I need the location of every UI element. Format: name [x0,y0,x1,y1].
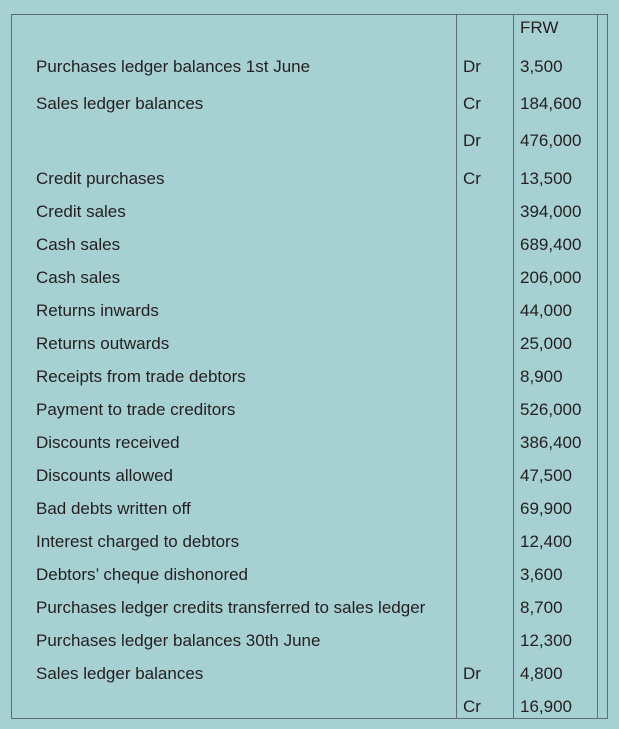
row-amount: 12,400 [520,532,572,551]
table-row [0,332,619,356]
row-label: Discounts received [36,433,180,452]
row-label: Payment to trade creditors [36,400,236,419]
table-row [0,596,619,620]
row-amount: 526,000 [520,400,582,419]
row-amount: 184,600 [520,94,582,113]
row-amount: 3,600 [520,565,563,584]
row-label: Purchases ledger balances 1st June [36,57,311,76]
row-amount: 47,500 [520,466,572,485]
row-drcr: Dr [463,131,481,150]
row-drcr: Cr [463,697,481,716]
row-drcr: Cr [463,169,481,188]
row-amount: 13,500 [520,169,572,188]
row-drcr: Dr [463,57,481,76]
table-row [0,92,619,116]
row-amount: 394,000 [520,202,582,221]
table-row [0,200,619,224]
row-label: Receipts from trade debtors [36,367,246,386]
row-label: Returns inwards [36,301,159,320]
row-label: Sales ledger balances [36,94,204,113]
row-label: Purchases ledger credits transferred to sales ledger [36,598,426,617]
row-amount: 44,000 [520,301,572,320]
row-label: Returns outwards [36,334,170,353]
table-row [0,233,619,257]
table-row [0,431,619,455]
row-label: Cash sales [36,235,121,254]
row-amount: 476,000 [520,131,582,150]
row-label: Cash sales [36,268,121,287]
currency-header: FRW [520,18,559,37]
row-amount: 206,000 [520,268,582,287]
row-amount: 4,800 [520,664,563,683]
row-label: Sales ledger balances [36,664,204,683]
table-row [0,563,619,587]
row-drcr: Cr [463,94,481,113]
row-label: Debtors’ cheque dishonored [36,565,249,584]
row-amount: 12,300 [520,631,572,650]
row-amount: 69,900 [520,499,572,518]
table-row [0,530,619,554]
table-row [0,167,619,191]
table-row [0,55,619,79]
row-amount: 689,400 [520,235,582,254]
table-row [0,695,619,719]
table-row [0,464,619,488]
table-row [0,629,619,653]
table-row [0,662,619,686]
table-row [0,266,619,290]
table-row [0,497,619,521]
table-row [0,398,619,422]
row-label: Credit purchases [36,169,165,188]
row-amount: 16,900 [520,697,572,716]
row-amount: 8,700 [520,598,563,617]
row-label: Discounts allowed [36,466,174,485]
row-label: Credit sales [36,202,126,221]
row-drcr: Dr [463,664,481,683]
row-label: Purchases ledger balances 30th June [36,631,321,650]
row-label: Bad debts written off [36,499,191,518]
row-amount: 8,900 [520,367,563,386]
row-amount: 3,500 [520,57,563,76]
row-label: Interest charged to debtors [36,532,240,551]
row-amount: 25,000 [520,334,572,353]
table-row [0,365,619,389]
table-row [0,299,619,323]
table-row [0,129,619,153]
row-amount: 386,400 [520,433,582,452]
